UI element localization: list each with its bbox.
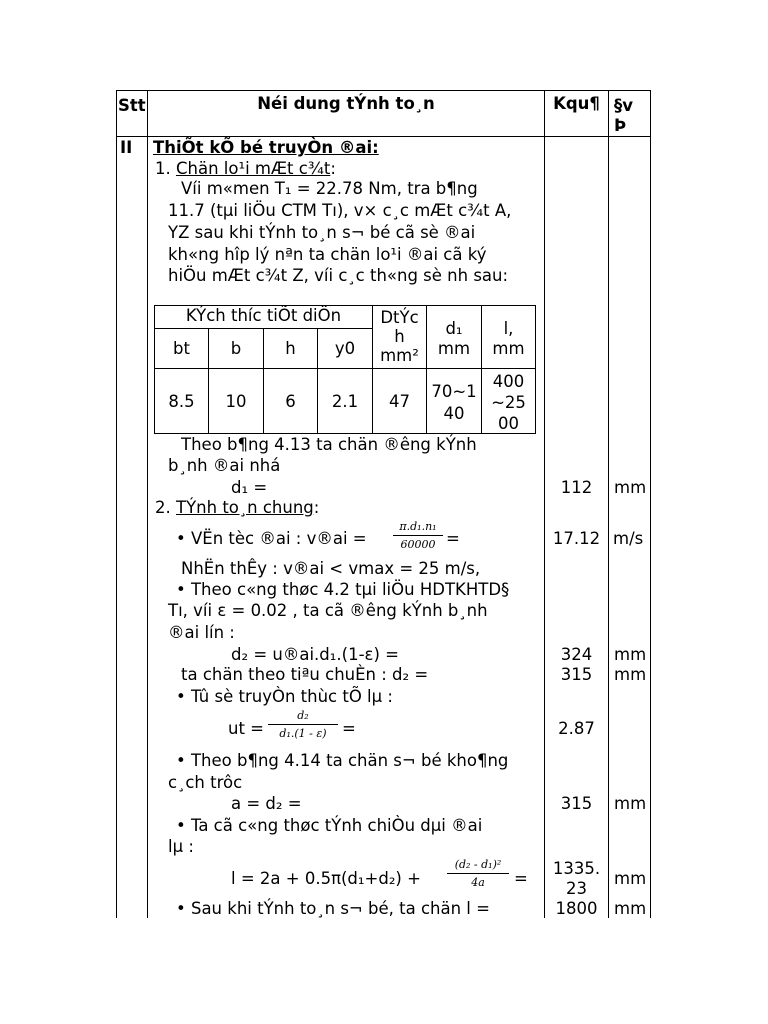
result-l: 1335. 23 xyxy=(552,859,601,898)
inner-col-y0: y0 xyxy=(334,339,356,358)
result-l-final: 1800 xyxy=(555,899,598,918)
col-border-stt xyxy=(147,90,148,918)
unit-d1: mm xyxy=(614,478,647,497)
inner-col-area: DtÝc h mm² xyxy=(380,308,419,365)
para1-line-1: 11.7 (tµi liÖu CTM Tı), v× c¸c mÆt c¾t A, xyxy=(168,201,512,220)
unit-v: m/s xyxy=(613,529,644,548)
unit-l: mm xyxy=(614,869,647,888)
para2-line-1: b¸nh ®ai nhá xyxy=(168,456,281,475)
para2-line-0: Theo b¶ng 4.13 ta chän ®êng kÝnh xyxy=(181,435,477,454)
velocity-check: NhËn thÊy : v®ai < vmax = 25 m/s, xyxy=(181,559,481,578)
header-content: Néi dung tÝnh to¸n xyxy=(257,94,435,113)
para1-line-0: Víi m«men T₁ = 22.78 Nm, tra b¶ng xyxy=(181,179,478,198)
inner-col-h: h xyxy=(285,339,296,358)
a-calc: a = d₂ = xyxy=(231,794,302,813)
length-title-line-1: lµ : xyxy=(168,837,194,856)
result-d2: 324 xyxy=(560,645,593,664)
subsection-1: 1. Chän lo¹i mÆt c¾t: xyxy=(155,159,336,178)
inner-col-d1: d₁ mm xyxy=(437,319,471,358)
inner-val-l: 400 ~25 00 xyxy=(491,372,526,433)
velocity-text: • VËn tèc ®ai : v®ai = xyxy=(176,529,367,548)
inner-val-area: 47 xyxy=(389,392,410,411)
inner-val-d1: 70~1 40 xyxy=(431,382,477,423)
ut-label: ut = xyxy=(228,719,264,738)
col-border-left xyxy=(116,90,117,918)
velocity-equals: = xyxy=(446,529,460,548)
subsection-2-title: TÝnh to¸n chung xyxy=(176,498,314,517)
inner-val-bt: 8.5 xyxy=(168,392,195,411)
header-result: Kqu¶ xyxy=(553,94,600,113)
result-d1: 112 xyxy=(560,478,593,497)
col-border-result xyxy=(608,90,609,918)
unit-a: mm xyxy=(614,794,647,813)
header-unit: §vÞ xyxy=(614,96,634,135)
ut-equals: = xyxy=(342,719,356,738)
l-calc: l = 2a + 0.5π(d₁+d₂) + xyxy=(231,869,421,888)
inner-group-header: KÝch thíc tiÕt diÖn xyxy=(185,306,342,325)
para1-line-4: hiÖu mÆt c¾t Z, víi c¸c th«ng sè nh sau: xyxy=(168,266,509,285)
subsection-1-title: Chän lo¹i mÆt c¾t xyxy=(176,159,331,178)
inner-val-y0: 2.1 xyxy=(331,392,359,411)
header-stt: Stt xyxy=(118,96,146,115)
inner-col-bt: bt xyxy=(173,339,190,358)
result-d2-std: 315 xyxy=(560,665,593,684)
table414-line-1: c¸ch trôc xyxy=(168,773,243,792)
d2-std: ta chän theo tiªu chuÈn : d₂ = xyxy=(181,665,429,684)
result-a: 315 xyxy=(560,794,593,813)
formula42-line-0: • Theo c«ng thøc 4.2 tµi liÖu HDTKHTD§ xyxy=(176,580,510,599)
d2-calc: d₂ = u®ai.d₁.(1-ε) = xyxy=(231,645,399,664)
unit-l-final: mm xyxy=(614,899,647,918)
velocity-fraction: π.d₁.n₁ 60000 xyxy=(393,521,443,550)
final-line: • Sau khi tÝnh to¸n s¬ bé, ta chän l = xyxy=(176,899,490,918)
section-number: II xyxy=(120,138,133,157)
table414-line-0: • Theo b¶ng 4.14 ta chän s¬ bé kho¶ng xyxy=(176,751,509,770)
length-title-line-0: • Ta cã c«ng thøc tÝnh chiÒu dµi ®ai xyxy=(176,816,483,835)
result-ut: 2.87 xyxy=(558,719,595,738)
inner-col-l: l, mm xyxy=(492,319,525,358)
unit-d2-std: mm xyxy=(614,665,647,684)
unit-d2: mm xyxy=(614,645,647,664)
ratio-title: • Tû sè truyÒn thùc tÕ lµ : xyxy=(176,687,393,706)
subsection-1-number: 1. xyxy=(155,159,171,178)
d1-label: d₁ = xyxy=(231,478,268,497)
formula42-line-1: Tı, víi ε = 0.02 , ta cã ®êng kÝnh b¸nh xyxy=(168,601,488,620)
inner-val-b: 10 xyxy=(225,392,247,411)
col-border-content xyxy=(544,90,545,918)
section-title: ThiÕt kÕ bé truyÒn ®ai: xyxy=(153,138,379,157)
l-fraction: (d₂ - d₁)² 4a xyxy=(447,859,509,888)
inner-col-b: b xyxy=(230,339,242,358)
ut-fraction: d₂ d₁.(1 - ε) xyxy=(268,710,338,739)
subsection-2-number: 2. xyxy=(155,498,171,517)
l-equals: = xyxy=(514,869,528,888)
formula42-line-2: ®ai lín : xyxy=(168,623,235,642)
result-v: 17.12 xyxy=(552,529,601,548)
inner-val-h: 6 xyxy=(285,392,296,411)
subsection-2: 2. TÝnh to¸n chung: xyxy=(155,498,320,517)
para1-line-3: kh«ng hîp lý nªn ta chän lo¹i ®ai cã ký xyxy=(168,245,487,264)
table-top-border xyxy=(116,90,650,91)
para1-line-2: YZ sau khi tÝnh to¸n s¬ bé cã sè ®ai xyxy=(168,223,476,242)
col-border-right xyxy=(650,90,651,918)
